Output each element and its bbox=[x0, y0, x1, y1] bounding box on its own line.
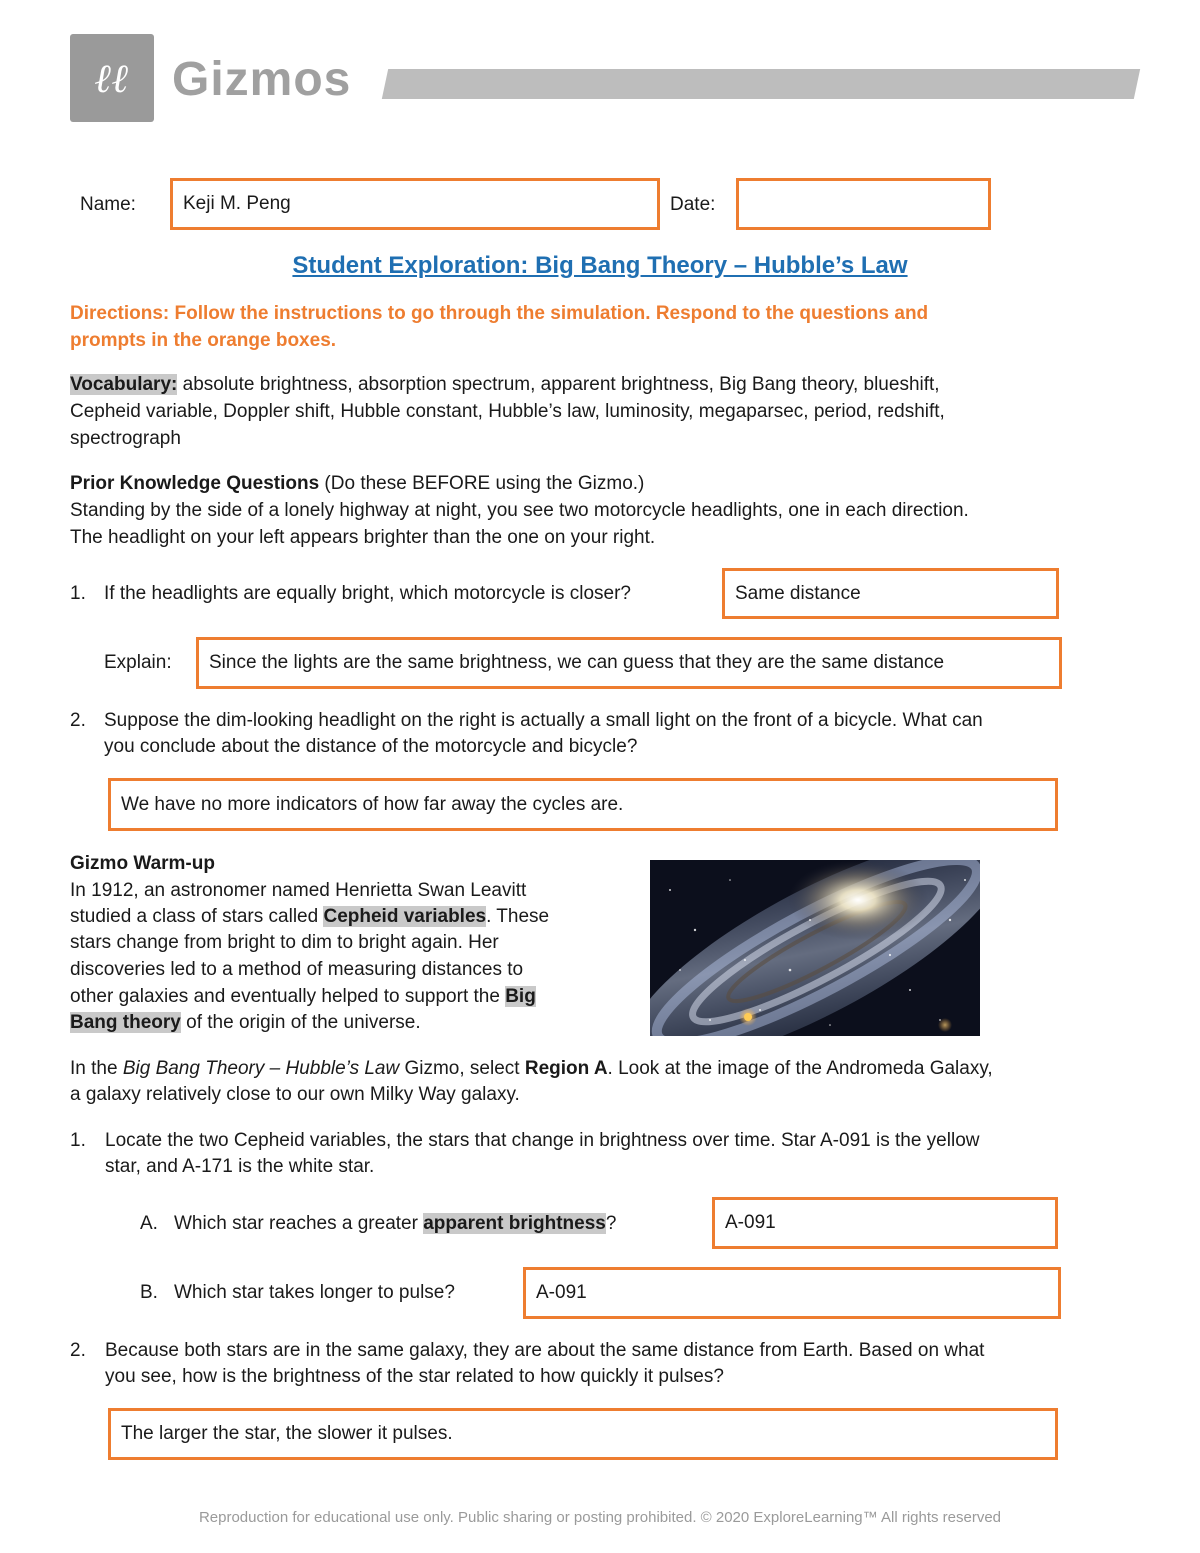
warmup-qb-answer: A-091 bbox=[536, 1282, 587, 1303]
vocabulary-label: Vocabulary: bbox=[70, 374, 178, 395]
explain-label: Explain: bbox=[104, 652, 172, 673]
prior-q2-answer: We have no more indicators of how far away the cycles are. bbox=[121, 793, 624, 815]
explorelearning-logo bbox=[70, 34, 154, 122]
date-value bbox=[739, 181, 988, 227]
page-title: Student Exploration: Big Bang Theory – Hubble’s Law bbox=[292, 252, 908, 279]
date-label: Date: bbox=[670, 194, 716, 215]
warmup-qa-answer: A-091 bbox=[725, 1212, 776, 1233]
warmup-line-6: Bang theory of the origin of the universe. bbox=[70, 1012, 421, 1033]
vocabulary-line-3: spectrograph bbox=[70, 428, 181, 449]
name-field[interactable] bbox=[170, 178, 660, 230]
warmup-qa-text: Which star reaches a greater apparent brightness? bbox=[174, 1213, 617, 1234]
name-value: Keji M. Peng bbox=[183, 193, 291, 214]
prior-q2-line-2: you conclude about the distance of the motorcycle and bicycle? bbox=[104, 736, 638, 757]
explain-answer-box[interactable] bbox=[196, 637, 1062, 689]
warmup-qb-label: B. bbox=[140, 1282, 158, 1303]
warmup-line-5: other galaxies and eventually helped to support the Big bbox=[70, 986, 536, 1007]
prior-q1-answer: Same distance bbox=[735, 582, 861, 604]
warmup-line-1: In 1912, an astronomer named Henrietta Swan Leavitt bbox=[70, 880, 527, 901]
prior-intro-2: The headlight on your left appears brighter than the one on your right. bbox=[70, 527, 656, 548]
warmup-qa-label: A. bbox=[140, 1213, 158, 1234]
prior-intro-1: Standing by the side of a lonely highway at night, you see two motorcycle headlights, one in each direction. bbox=[70, 500, 969, 521]
warmup-q2-line-2: you see, how is the brightness of the star related to how quickly it pulses? bbox=[105, 1366, 724, 1387]
region-a-term: Region A bbox=[524, 1058, 608, 1079]
vocabulary-text-1: absolute brightness, absorption spectrum, apparent brightness, Big Bang theory, blueshift, bbox=[177, 374, 940, 395]
warmup-q2-number: 2. bbox=[70, 1340, 86, 1361]
warmup-q1-line-1: Locate the two Cepheid variables, the stars that change in brightness over time. Star A-091 is the yellow bbox=[105, 1130, 980, 1151]
term-cepheid-variables: Cepheid variables bbox=[323, 906, 487, 927]
warmup-qa-answer-box[interactable] bbox=[712, 1197, 1058, 1249]
andromeda-galaxy-image bbox=[650, 860, 980, 1036]
prior-q1-number: 1. bbox=[70, 583, 86, 604]
name-label: Name: bbox=[80, 194, 136, 215]
warmup-q2-answer: The larger the star, the slower it pulses. bbox=[121, 1423, 453, 1444]
warmup-q1-number: 1. bbox=[70, 1130, 86, 1151]
logo-glyph: ℓℓ bbox=[94, 54, 130, 102]
brand-name: Gizmos bbox=[172, 53, 352, 106]
header-bar bbox=[382, 69, 1140, 99]
prior-q1-text: If the headlights are equally bright, which motorcycle is closer? bbox=[104, 583, 631, 604]
prior-q2-number: 2. bbox=[70, 710, 86, 731]
warmup-q2-line-1: Because both stars are in the same galaxy, they are about the same distance from Earth. Based on what bbox=[105, 1340, 985, 1361]
footer-copyright: Reproduction for educational use only. Public sharing or posting prohibited. © 2020 ExploreLearning™ All rights reserved bbox=[198, 1509, 1002, 1526]
prior-heading-line bbox=[70, 471, 644, 497]
prior-q1-answer-box[interactable] bbox=[722, 568, 1059, 619]
warmup-qb-answer-box[interactable] bbox=[523, 1267, 1061, 1319]
prior-q2-answer-box[interactable] bbox=[108, 778, 1058, 831]
explain-answer: Since the lights are the same brightness, we can guess that they are the same distance bbox=[209, 652, 945, 673]
term-big: Big bbox=[505, 986, 536, 1007]
warmup-line-3: stars change from bright to dim to bright again. Her bbox=[70, 932, 499, 953]
galaxy-illustration bbox=[650, 860, 980, 1036]
vocabulary-line-2: Cepheid variable, Doppler shift, Hubble constant, Hubble’s law, luminosity, megaparsec, period, redshift, bbox=[70, 401, 945, 422]
directions-line-1: Directions: Follow the instructions to go through the simulation. Respond to the questions and bbox=[70, 303, 929, 324]
term-apparent-brightness: apparent brightness bbox=[423, 1213, 606, 1234]
warmup-heading: Gizmo Warm-up bbox=[70, 853, 215, 874]
prior-heading: Prior Knowledge Questions bbox=[70, 473, 320, 494]
warmup-q2-answer-box[interactable] bbox=[108, 1408, 1058, 1460]
warmup-paragraph-line-2: a galaxy relatively close to our own Milky Way galaxy. bbox=[70, 1084, 520, 1105]
warmup-paragraph-line-1: In the Big Bang Theory – Hubble’s Law Gizmo, select Region A. Look at the image of the Andromeda Galaxy, bbox=[70, 1058, 993, 1079]
prior-q2-line-1: Suppose the dim-looking headlight on the right is actually a small light on the front of a bicycle. What can bbox=[104, 710, 983, 731]
prior-heading-note: (Do these BEFORE using the Gizmo.) bbox=[319, 473, 645, 494]
warmup-qb-text: Which star takes longer to pulse? bbox=[174, 1282, 455, 1303]
term-bang-theory: Bang theory bbox=[70, 1012, 181, 1033]
vocabulary-line-1 bbox=[70, 372, 940, 398]
directions-line-2: prompts in the orange boxes. bbox=[70, 330, 337, 351]
warmup-line-2: studied a class of stars called Cepheid variables. These bbox=[70, 906, 550, 927]
warmup-line-4: discoveries led to a method of measuring distances to bbox=[70, 959, 524, 980]
date-field[interactable] bbox=[736, 178, 991, 230]
warmup-q1-line-2: star, and A-171 is the white star. bbox=[105, 1156, 375, 1177]
